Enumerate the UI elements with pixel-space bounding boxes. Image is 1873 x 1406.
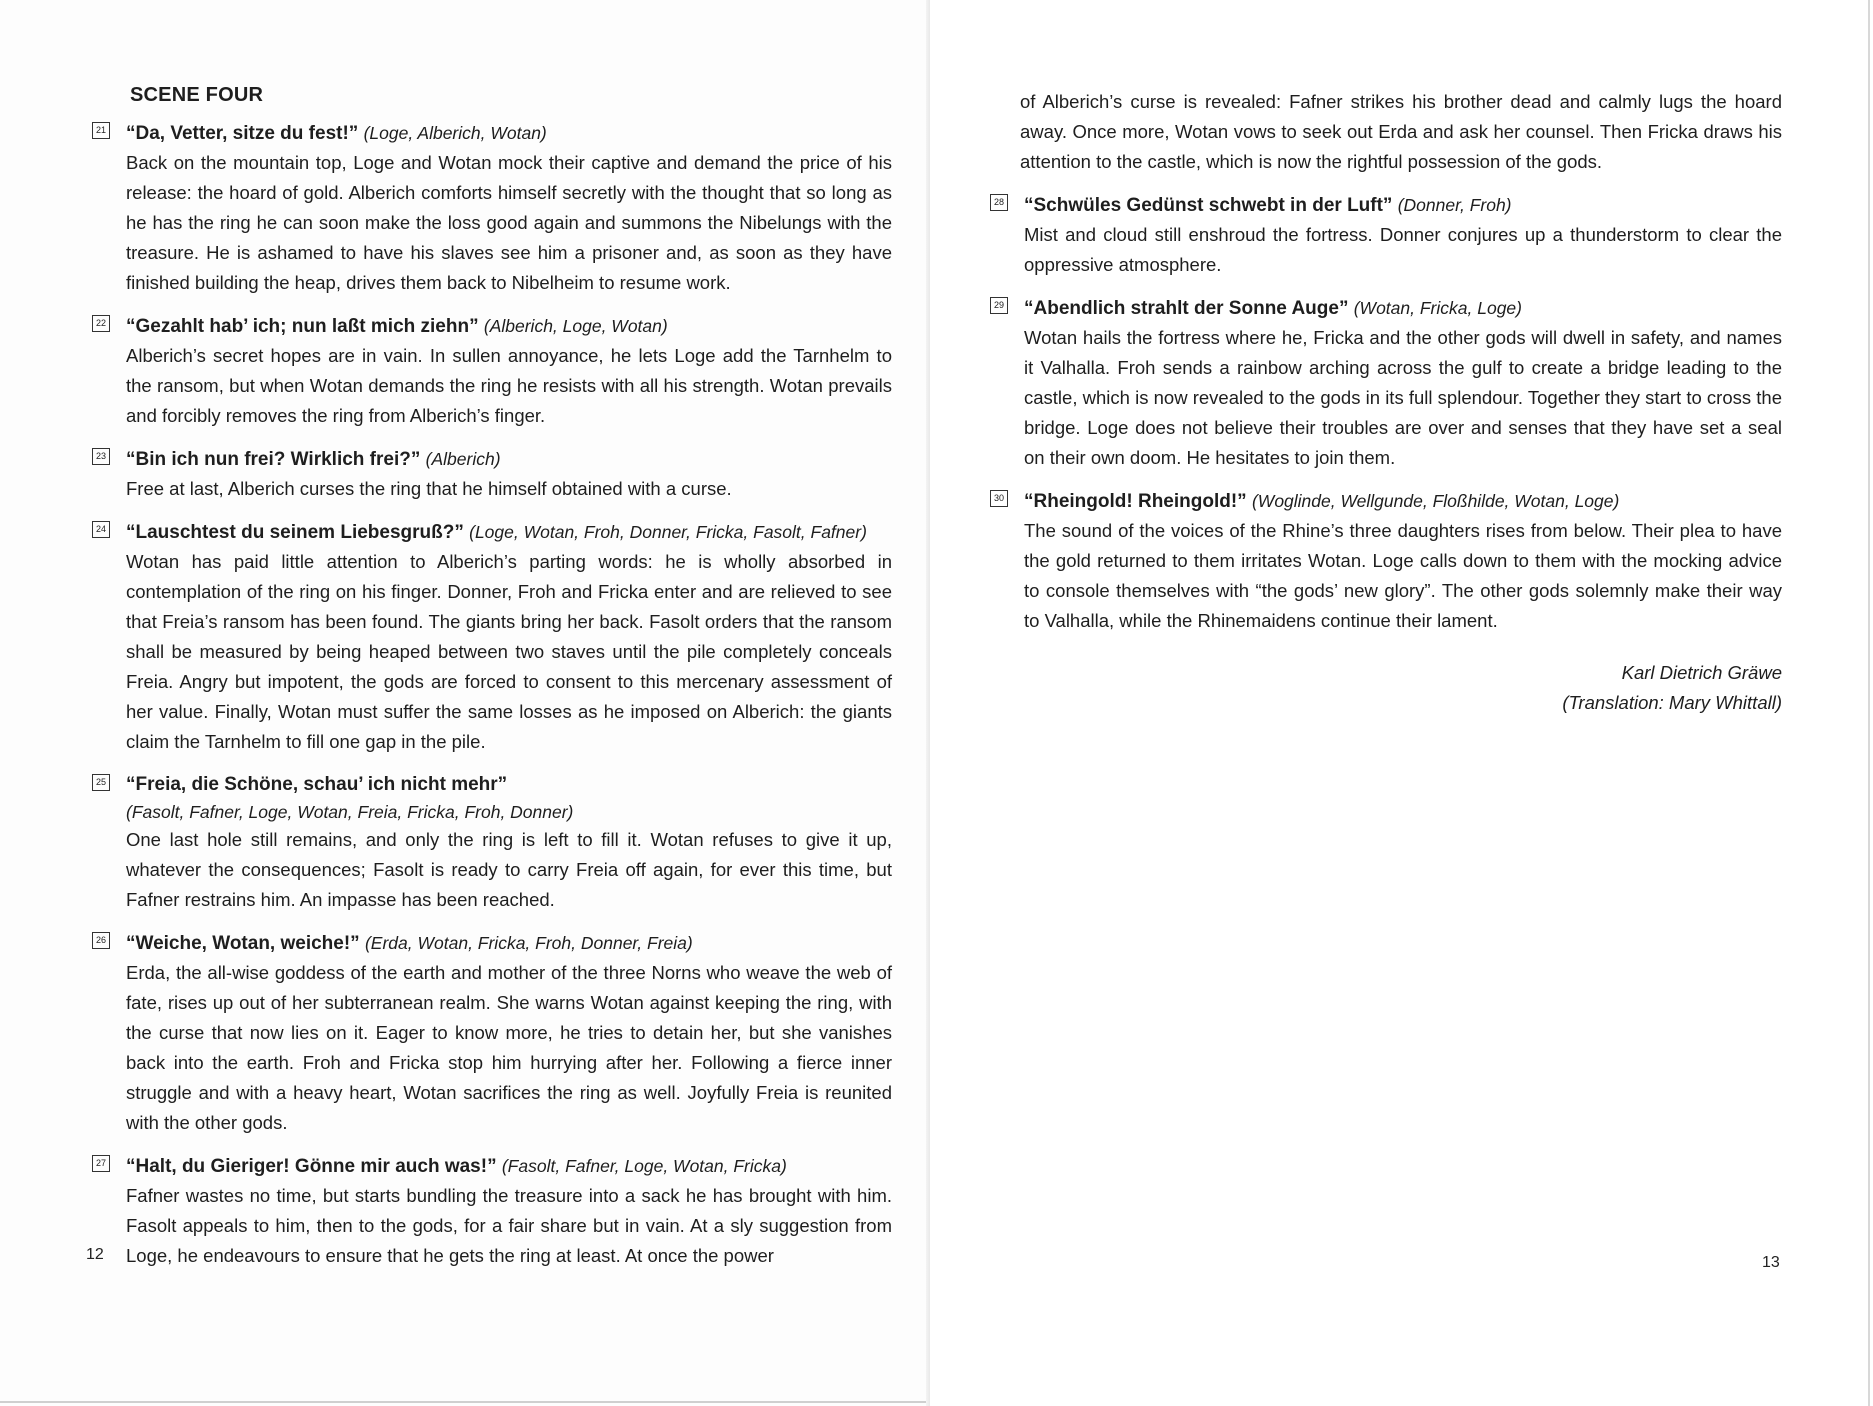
left-page — [0, 0, 930, 1406]
section-characters: (Fasolt, Fafner, Loge, Wotan, Fricka) — [501, 1156, 787, 1176]
section-text: The sound of the voices of the Rhine’s three daughters rises from below. Their plea to have the gold returned to them irritates Wotan. Loge calls down to them with the mocking advice to console themselves with “the gods’ new glory”. The other gods solemnly make their way to Valhalla, while the Rhinemaidens continue their lament. — [1024, 520, 1782, 631]
section-characters: (Woglinde, Wellgunde, Floßhilde, Wotan, Loge) — [1251, 491, 1620, 511]
track-number-badge: 26 — [92, 932, 110, 949]
section-heading — [126, 771, 892, 825]
section-characters: (Erda, Wotan, Fricka, Froh, Donner, Freia) — [364, 933, 693, 953]
section-heading — [1024, 294, 1782, 323]
right-sections — [993, 191, 1782, 636]
section-quote: “Freia, die Schöne, schau’ ich nicht mehr” — [126, 774, 508, 795]
section-heading — [126, 518, 892, 547]
author-name: Karl Dietrich Gräwe — [1621, 662, 1782, 683]
translation-credit: (Translation: Mary Whittall) — [1562, 692, 1782, 713]
synopsis-section — [95, 119, 892, 298]
section-quote: “Da, Vetter, sitze du fest!” — [126, 123, 359, 144]
section-heading — [126, 312, 892, 341]
synopsis-section — [95, 771, 892, 915]
section-quote: “Rheingold! Rheingold!” — [1024, 491, 1247, 512]
section-characters: (Loge, Wotan, Froh, Donner, Fricka, Fasolt, Fafner) — [469, 522, 867, 542]
section-text: Fafner wastes no time, but starts bundling the treasure into a sack he has brought with him. Fasolt appeals to him, then to the gods, for a fair share but in vain. At a sly suggestion from Loge, he endeavours to ensure that he gets the ring at least. At once the power — [126, 1185, 892, 1266]
section-quote: “Lauschtest du seinem Liebesgruß?” — [126, 522, 464, 543]
page-number-left: 12 — [86, 1246, 104, 1263]
track-number-badge: 27 — [92, 1155, 110, 1172]
synopsis-section — [993, 191, 1782, 280]
section-characters: (Donner, Froh) — [1397, 195, 1512, 215]
page-number-right: 13 — [1762, 1254, 1780, 1271]
page-bottom-rule — [0, 1401, 930, 1403]
track-number-badge: 30 — [990, 490, 1008, 507]
synopsis-section — [95, 445, 892, 504]
section-characters: (Fasolt, Fafner, Loge, Wotan, Freia, Fricka, Froh, Donner) — [126, 802, 574, 822]
synopsis-section — [993, 294, 1782, 473]
section-text: Wotan hails the fortress where he, Fricka and the other gods will dwell in safety, and names it Valhalla. Froh sends a rainbow arching across the gulf to create a bridge leading to the castle, which is now revealed to the gods in its full splendour. Together they start to cross the bridge. Loge does not believe their troubles are over and senses that they have set a seal on their own doom. He hesitates to join them. — [1024, 327, 1782, 468]
section-characters: (Alberich, Loge, Wotan) — [483, 316, 668, 336]
section-text: Alberich’s secret hopes are in vain. In sullen annoyance, he lets Loge add the Tarnhelm to the ransom, but when Wotan demands the ring he resists with all his strength. Wotan prevails and forcibly removes the ring from Alberich’s finger. — [126, 345, 892, 426]
section-text: Erda, the all-wise goddess of the earth and mother of the three Norns who weave the web of fate, rises up out of her subterranean realm. She warns Wotan against keeping the ring, with the curse that now lies on it. Eager to know more, he tries to detain her, but she vanishes back into the earth. Froh and Fricka stop him hurrying after her. Following a fierce inner struggle and with a heavy heart, Wotan sacrifices the ring as well. Joyfully Freia is reunited with the other gods. — [126, 962, 892, 1133]
page-edge — [1868, 0, 1870, 1406]
section-characters: (Wotan, Fricka, Loge) — [1353, 298, 1522, 318]
synopsis-section — [95, 518, 892, 757]
section-text: Free at last, Alberich curses the ring that he himself obtained with a curse. — [126, 478, 732, 499]
right-page-content — [993, 87, 1782, 718]
section-heading — [126, 1152, 892, 1181]
section-characters: (Alberich) — [425, 449, 501, 469]
section-heading — [126, 119, 892, 148]
section-quote: “Abendlich strahlt der Sonne Auge” — [1024, 298, 1349, 319]
section-heading — [1024, 191, 1782, 220]
synopsis-section — [993, 487, 1782, 636]
section-heading — [126, 929, 892, 958]
track-number-badge: 28 — [990, 194, 1008, 211]
section-text: Mist and cloud still enshroud the fortress. Donner conjures up a thunderstorm to clear the oppressive atmosphere. — [1024, 224, 1782, 275]
section-characters: (Loge, Alberich, Wotan) — [363, 123, 547, 143]
scene-title: SCENE FOUR — [130, 84, 264, 106]
section-quote: “Schwüles Gedünst schwebt in der Luft” — [1024, 195, 1393, 216]
section-heading — [126, 445, 892, 474]
section-text: Wotan has paid little attention to Alberich’s parting words: he is wholly absorbed in contemplation of the ring on his finger. Donner, Froh and Fricka enter and are relieved to see that Freia’s ransom has been found. The giants bring her back. Fasolt orders that the ransom shall be measured by being heaped between two staves until the pile completely conceals Freia. Angry but impotent, the gods are forced to consent to this mercenary assessment of her value. Finally, Wotan must suffer the same losses as he imposed on Alberich: the giants claim the Tarnhelm to fill one gap in the pile. — [126, 551, 892, 752]
section-heading — [1024, 487, 1782, 516]
section-quote: “Halt, du Gieriger! Gönne mir auch was!” — [126, 1156, 497, 1177]
track-number-badge: 21 — [92, 122, 110, 139]
track-number-badge: 25 — [92, 774, 110, 791]
track-number-badge: 23 — [92, 448, 110, 465]
track-number-badge: 22 — [92, 315, 110, 332]
section-quote: “Gezahlt hab’ ich; nun laßt mich ziehn” — [126, 316, 479, 337]
synopsis-section — [95, 929, 892, 1138]
section-quote: “Bin ich nun frei? Wirklich frei?” — [126, 449, 421, 470]
section-quote: “Weiche, Wotan, weiche!” — [126, 933, 360, 954]
track-number-badge: 29 — [990, 297, 1008, 314]
continuation-text: of Alberich’s curse is revealed: Fafner strikes his brother dead and calmly lugs the hoard away. Once more, Wotan vows to seek out Erda and ask her counsel. Then Fricka draws his attention to the castle, which is now the rightful possession of the gods. — [1020, 91, 1782, 172]
synopsis-section — [95, 312, 892, 431]
right-page — [930, 0, 1873, 1406]
section-text: One last hole still remains, and only the ring is left to fill it. Wotan refuses to give it up, whatever the consequences; Fasolt is ready to carry Freia off again, for ever this time, but Fafner restrains him. An impasse has been reached. — [126, 829, 892, 910]
section-text: Back on the mountain top, Loge and Wotan mock their captive and demand the price of his release: the hoard of gold. Alberich comforts himself secretly with the thought that so long as he has the ring he can soon make the loss good again and summons the Nibelungs with the treasure. He is ashamed to have his slaves see him a prisoner and, as soon as they have finished building the heap, drives them back to Nibelheim to resume work. — [126, 152, 892, 293]
track-number-badge: 24 — [92, 521, 110, 538]
author-signature — [1020, 658, 1782, 718]
